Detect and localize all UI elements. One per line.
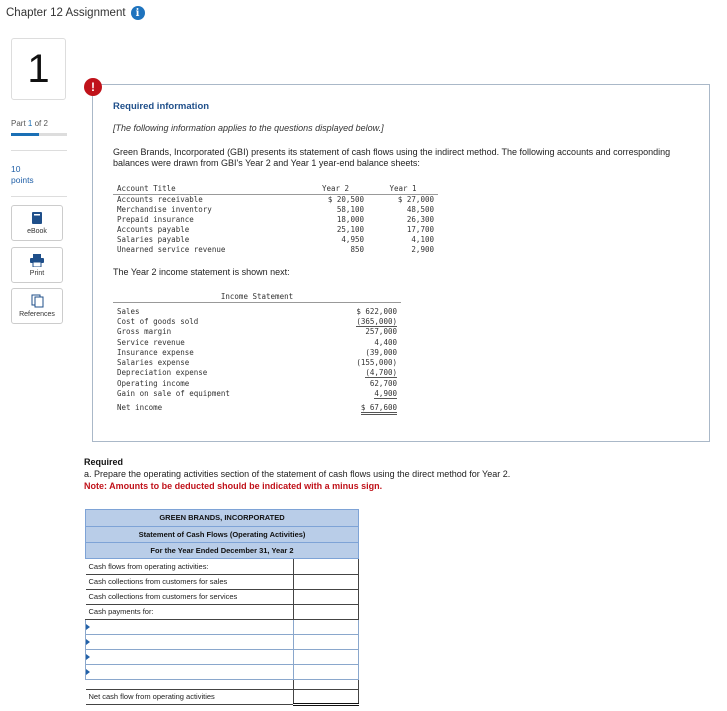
row-label: Cash flows from operating activities: (86, 559, 294, 574)
statement-title: Statement of Cash Flows (Operating Activities) (86, 526, 358, 542)
table-row (86, 619, 359, 634)
amount-cell[interactable] (294, 664, 359, 679)
amount-cell[interactable] (294, 619, 359, 634)
payment-amount-input[interactable] (297, 665, 355, 678)
table-row: Sales $ 622,000 (117, 306, 397, 316)
row-label: Cash payments for: (86, 604, 294, 619)
dropdown-caret-icon[interactable] (86, 669, 90, 675)
table-row (86, 634, 359, 649)
payment-label-cell[interactable] (86, 664, 294, 679)
table-row: Unearned service revenue 850 2,900 (117, 245, 434, 254)
table-row (86, 589, 359, 604)
table-row: Gain on sale of equipment 4,900 (117, 389, 397, 399)
dropdown-caret-icon[interactable] (86, 639, 90, 645)
table-row: Prepaid insurance 18,000 26,300 (117, 215, 434, 224)
company-name: GREEN BRANDS, INCORPORATED (159, 513, 285, 522)
cash-flow-statement (85, 509, 359, 706)
required-section (84, 456, 510, 492)
info-note: [The following information applies to the questions displayed below.] (113, 123, 384, 133)
ebook-label: eBook (27, 228, 47, 235)
payment-label-cell[interactable] (86, 649, 294, 664)
table-row (86, 559, 359, 574)
table-row (86, 649, 359, 664)
statement-period: For the Year Ended December 31, Year 2 (86, 542, 358, 558)
amount-cell[interactable] (294, 634, 359, 649)
income-statement-intro: The Year 2 income statement is shown next: (113, 267, 290, 277)
info-paragraph: Green Brands, Incorporated (GBI) presents its statement of cash flows using the indirect method. The following accounts and corresponding balances were drawn from GBI's Year 2 and Year 1 year-end balance sheets: (113, 147, 671, 168)
amount-cell (294, 559, 359, 574)
table-row: Depreciation expense (4,700) (117, 368, 397, 378)
points-label: points (11, 175, 34, 185)
required-note: Note: Amounts to be deducted should be indicated with a minus sign. (84, 481, 383, 491)
info-title: Required information (113, 101, 210, 112)
service-collections-input[interactable] (297, 590, 355, 603)
dropdown-caret-icon[interactable] (86, 624, 90, 630)
print-label: Print (29, 269, 45, 277)
table-row: Merchandise inventory 58,100 48,500 (117, 205, 434, 214)
references-label: References (19, 311, 55, 318)
net-cash-flow-input[interactable] (297, 690, 355, 703)
required-information-panel (92, 84, 710, 442)
sidebar-divider (11, 196, 67, 197)
points-value: 10 (11, 164, 21, 174)
amount-cell[interactable] (294, 574, 359, 589)
print-button[interactable] (11, 247, 63, 283)
column-header: Year 1 (368, 184, 438, 195)
amount-cell[interactable] (294, 649, 359, 664)
amount-cell (294, 604, 359, 619)
balance-sheet-table (113, 184, 438, 255)
book-icon (31, 211, 43, 225)
table-row: Insurance expense (39,000 (117, 347, 397, 357)
income-statement-table (113, 292, 401, 413)
table-row: Salaries expense (155,000) (117, 358, 397, 368)
assignment-header (6, 6, 145, 20)
sidebar-divider (11, 150, 67, 151)
table-row: Gross margin 257,000 (117, 327, 397, 337)
statement-header (85, 509, 359, 559)
payment-label-input[interactable] (89, 665, 290, 678)
cash-flow-table (85, 559, 359, 706)
table-header-row (113, 292, 401, 303)
table-row: Salaries payable 4,950 4,100 (117, 235, 434, 244)
row-label: Cash collections from customers for sales (86, 574, 294, 589)
required-title: Required (84, 457, 124, 467)
documents-icon (31, 294, 44, 308)
part-progress-fill (11, 133, 39, 136)
payment-amount-input[interactable] (297, 620, 355, 633)
table-row (86, 574, 359, 589)
sales-collections-input[interactable] (297, 575, 355, 588)
payment-label-cell[interactable] (86, 619, 294, 634)
amount-cell[interactable] (294, 689, 359, 704)
payment-label-input[interactable] (89, 635, 290, 648)
table-row: Accounts payable 25,100 17,700 (117, 225, 434, 234)
column-header: Income Statement (113, 292, 401, 303)
assignment-title: Chapter 12 Assignment (6, 7, 126, 19)
dropdown-caret-icon[interactable] (86, 654, 90, 660)
payment-label-cell[interactable] (86, 634, 294, 649)
amount-cell[interactable] (294, 589, 359, 604)
points-display (11, 164, 34, 186)
payment-amount-input[interactable] (297, 635, 355, 648)
references-button[interactable] (11, 288, 63, 324)
required-task: a. Prepare the operating activities section of the statement of cash flows using the direct method for Year 2. (84, 469, 511, 479)
payment-amount-input[interactable] (297, 650, 355, 663)
printer-icon (30, 254, 44, 267)
table-header-row (113, 184, 438, 195)
payment-label-input[interactable] (89, 650, 290, 663)
part-indicator: Part 1 of 2 (11, 119, 48, 128)
row-label: Net cash flow from operating activities (86, 689, 294, 704)
question-number[interactable]: 1 (11, 38, 66, 100)
alert-icon: ! (84, 78, 102, 96)
table-row: Service revenue 4,400 (117, 337, 397, 347)
table-row: Net income $ 67,600 (113, 403, 401, 413)
table-row (86, 679, 359, 689)
table-row (86, 664, 359, 679)
ebook-button[interactable] (11, 205, 63, 241)
table-row: Accounts receivable $ 20,500 $ 27,000 (117, 195, 434, 204)
table-row: Operating income 62,700 (117, 378, 397, 388)
column-header: Account Title (113, 184, 303, 195)
table-row (86, 604, 359, 619)
table-row (86, 689, 359, 704)
part-progress-bar (11, 133, 67, 136)
column-header: Year 2 (303, 184, 368, 195)
payment-label-input[interactable] (89, 620, 290, 633)
table-row: Cost of goods sold (365,000) (117, 316, 397, 326)
info-icon[interactable]: i (131, 6, 145, 20)
row-label: Cash collections from customers for services (86, 589, 294, 604)
